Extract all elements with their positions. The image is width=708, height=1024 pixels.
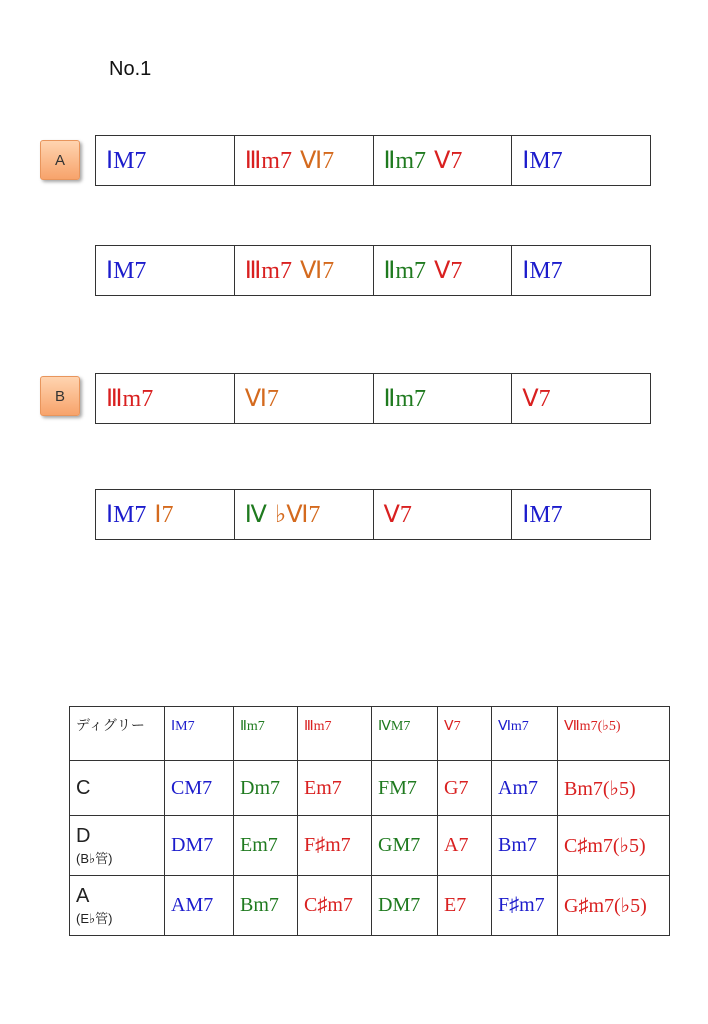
table-row	[70, 876, 670, 936]
degree-symbol: Ⅵm7	[498, 719, 529, 734]
chord-name: Bm7	[240, 894, 279, 916]
section-label-b: B	[40, 376, 80, 416]
degree-symbol: ⅠM7	[171, 719, 195, 734]
chord-name: Dm7	[240, 776, 280, 799]
bar-cell	[511, 136, 650, 185]
degree-header-label: ディグリー	[76, 717, 145, 733]
bar-cell	[96, 136, 234, 185]
progression-row-2	[95, 245, 651, 296]
chord-symbol: ⅠM7	[522, 258, 563, 284]
chord-symbol: ⅠM7	[522, 502, 563, 528]
table-header-row	[70, 707, 670, 761]
chord-symbol: Ⅴ7	[433, 148, 463, 174]
degree-symbol: ⅣM7	[378, 719, 411, 734]
table-row	[70, 761, 670, 816]
chord-name: FM7	[378, 776, 417, 799]
chord-name: Am7	[498, 776, 538, 799]
bar-cell	[511, 490, 650, 539]
bar-cell	[96, 490, 234, 539]
chord-symbol: Ⅲm7	[244, 148, 292, 174]
bar-cell	[373, 490, 512, 539]
chord-symbol: ⅠM7	[106, 258, 147, 284]
chord-symbol: Ⅱm7	[383, 148, 426, 174]
bar-cell	[96, 246, 234, 295]
degree-symbol: Ⅴ7	[444, 719, 461, 734]
chord-name: F♯m7	[498, 894, 545, 916]
chord-name: DM7	[171, 834, 214, 856]
section-label-a: A	[40, 140, 80, 180]
chord-name: G7	[444, 776, 469, 799]
key-name: C	[76, 776, 91, 799]
bar-cell	[373, 136, 512, 185]
degree-symbol: Ⅲm7	[304, 719, 332, 734]
page-title: No.1	[109, 58, 152, 80]
bar-cell	[234, 136, 373, 185]
chord-name: Em7	[304, 776, 342, 799]
chord-symbol: Ⅵ7	[299, 258, 335, 284]
progression-row-4	[95, 489, 651, 540]
chord-symbol: Ⅲm7	[106, 386, 154, 412]
bar-cell	[234, 246, 373, 295]
chord-symbol: Ⅵ7	[299, 148, 335, 174]
chord-symbol: ⅠM7	[106, 502, 147, 528]
chord-name: GM7	[378, 834, 421, 856]
table-row	[70, 816, 670, 876]
chord-name: Em7	[240, 834, 278, 856]
bar-cell	[373, 246, 512, 295]
chord-symbol: Ⅴ7	[433, 258, 463, 284]
chord-name: Bm7	[498, 834, 537, 856]
key-name: A	[76, 884, 90, 907]
chord-symbol: Ⅳ	[244, 502, 267, 528]
key-name: D	[76, 824, 91, 847]
chord-name: DM7	[378, 894, 421, 916]
chord-name: Bm7(♭5)	[564, 777, 636, 800]
chord-symbol: Ⅰ7	[154, 502, 174, 528]
chord-symbol: Ⅲm7	[244, 258, 292, 284]
chord-name: E7	[444, 894, 467, 916]
progression-row-3	[95, 373, 651, 424]
chord-symbol: ♭Ⅵ7	[274, 502, 321, 528]
instrument-note: (B♭管)	[76, 850, 113, 866]
chord-symbol: ⅠM7	[106, 148, 147, 174]
progression-row-1	[95, 135, 651, 186]
chord-symbol: Ⅴ7	[383, 502, 412, 528]
bar-cell	[511, 374, 650, 423]
chord-name: G♯m7(♭5)	[564, 895, 647, 917]
chord-name: AM7	[171, 894, 214, 916]
chord-name: C♯m7	[304, 894, 353, 916]
instrument-note: (E♭管)	[76, 910, 113, 926]
chord-symbol: Ⅱm7	[383, 386, 426, 412]
chord-symbol: Ⅴ7	[522, 386, 551, 412]
chord-symbol: Ⅵ7	[244, 386, 279, 412]
chord-symbol: ⅠM7	[522, 148, 563, 174]
degree-symbol: Ⅱm7	[240, 719, 265, 734]
chord-name: C♯m7(♭5)	[564, 835, 646, 857]
bar-cell	[511, 246, 650, 295]
bar-cell	[96, 374, 234, 423]
chord-name: F♯m7	[304, 834, 351, 856]
chord-name: CM7	[171, 776, 213, 799]
degree-table	[69, 706, 670, 936]
bar-cell	[234, 374, 373, 423]
bar-cell	[234, 490, 373, 539]
chord-name: A7	[444, 834, 469, 856]
bar-cell	[373, 374, 512, 423]
chord-symbol: Ⅱm7	[383, 258, 426, 284]
degree-symbol: Ⅶm7(♭5)	[564, 719, 621, 734]
